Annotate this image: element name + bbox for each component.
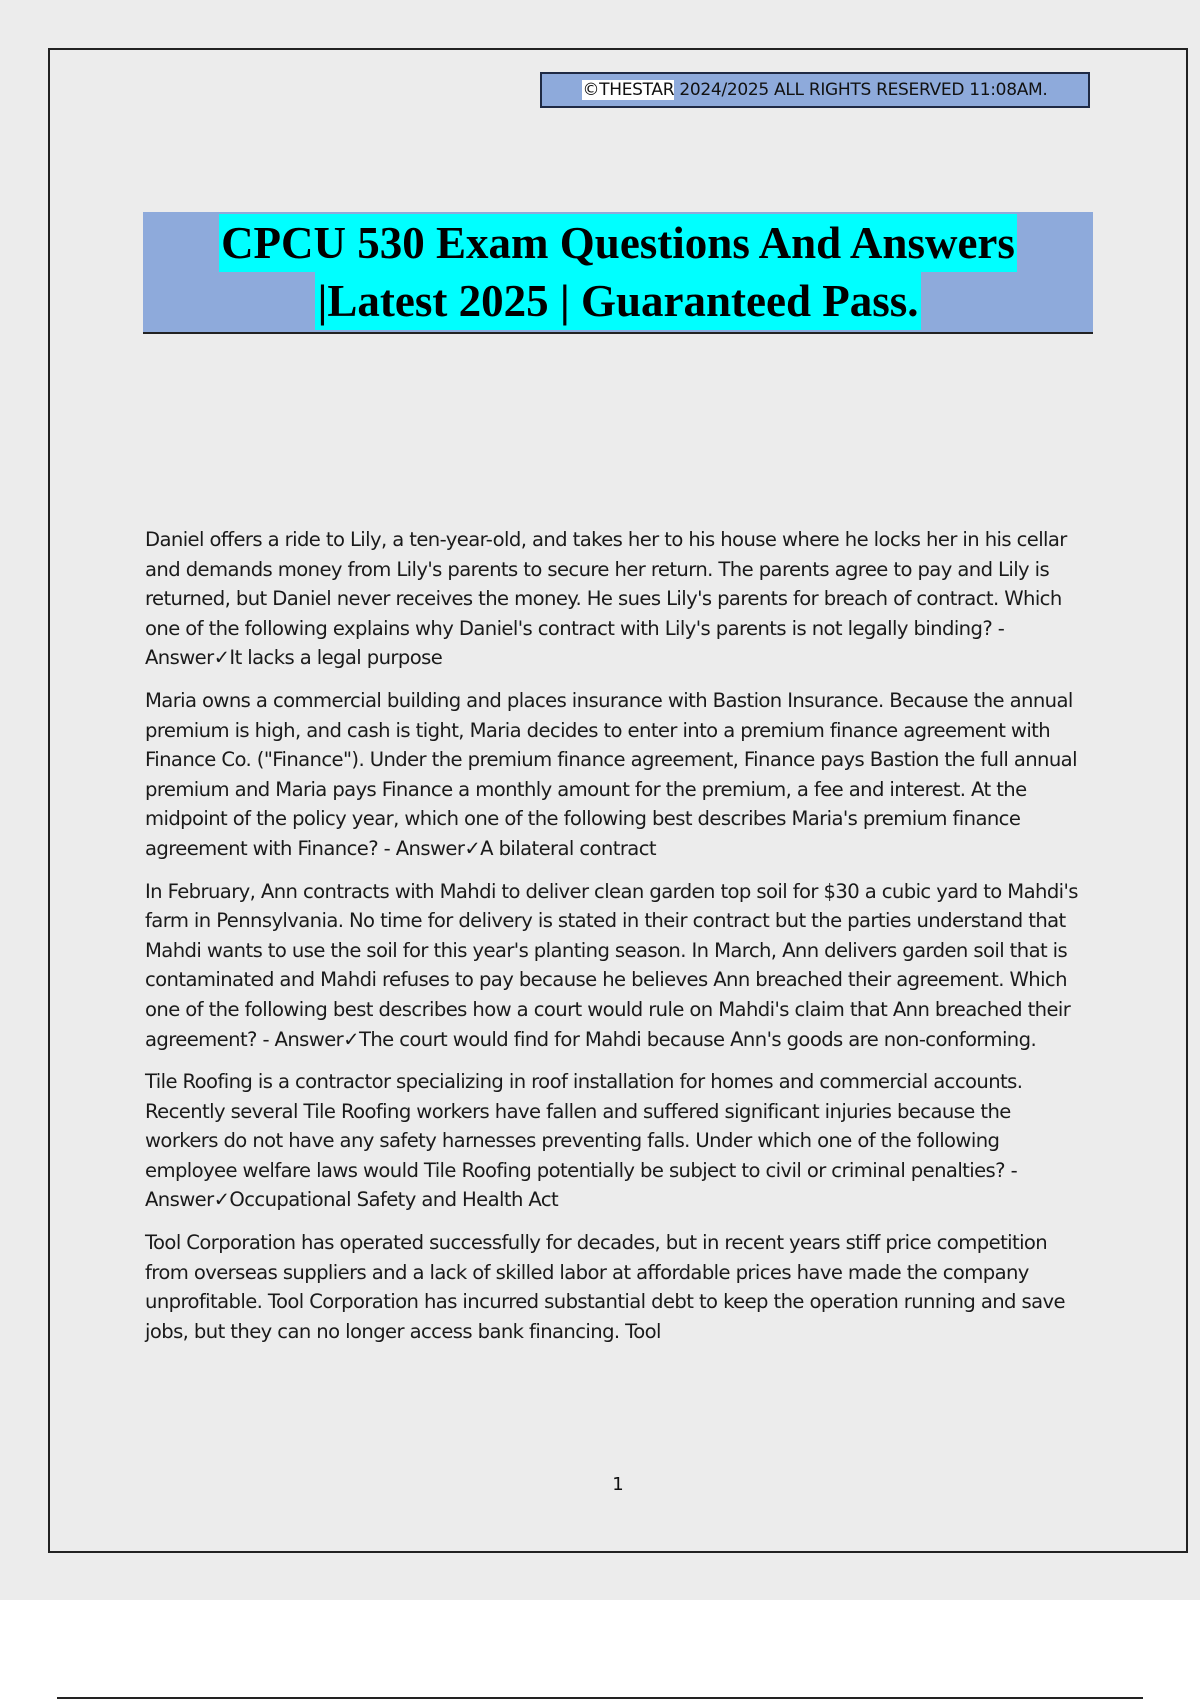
check-icon: ✓: [343, 1027, 359, 1051]
check-icon: ✓: [464, 836, 481, 860]
title-line-1: CPCU 530 Exam Questions And Answers: [219, 214, 1017, 272]
question-text: In February, Ann contracts with Mahdi to deliver clean garden top soil for $30 a cubic yard to Mahdi's farm in Pennsylvania. No time for delivery is stated in their contract but the parties understand that Mahdi wants to use the soil for this year's planting season. In March, Ann delivers garden soil that is contaminated and Mahdi refuses to pay because he believes Ann breached their agreement. Which one of the following best describes how a court would rule on Mahdi's claim that Ann breached their agreement? - Answer: [145, 879, 1078, 1051]
answer-text: The court would find for Mahdi because Ann's goods are non-conforming.: [358, 1027, 1037, 1051]
qa-item: [145, 525, 1080, 673]
copyright-header: [540, 72, 1090, 108]
qa-content: [145, 525, 1080, 1359]
qa-item: [145, 686, 1080, 864]
title-line-2: |Latest 2025 | Guaranteed Pass.: [315, 272, 920, 330]
answer-text: It lacks a legal purpose: [229, 646, 443, 670]
document-title: [143, 212, 1093, 334]
question-text: Maria owns a commercial building and places insurance with Bastion Insurance. Because the annual premium is high, and cash is tight, Maria decides to enter into a premium finance agreement with Finance Co. ("Finance"). Under the premium finance agreement, Finance pays Bastion the full annual premium and Maria pays Finance a monthly amount for the premium, a fee and interest. At the midpoint of the policy year, which one of the following best describes Maria's premium finance agreement with Finance? - Answer: [145, 688, 1077, 860]
copyright-brand: ©THESTAR: [582, 80, 675, 100]
copyright-text: 2024/2025 ALL RIGHTS RESERVED 11:08AM.: [674, 80, 1048, 100]
question-text: Daniel offers a ride to Lily, a ten-year-old, and takes her to his house where he locks her in his cellar and demands money from Lily's parents to secure her return. The parents agree to pay and Lily is returned, but Daniel never receives the money. He sues Lily's parents for breach of contract. Which one of the following explains why Daniel's contract with Lily's parents is not legally binding? - Answer: [145, 528, 1067, 670]
next-page-divider: [57, 1697, 1143, 1699]
question-text: Tile Roofing is a contractor specializing in roof installation for homes and commercial accounts. Recently several Tile Roofing workers have fallen and suffered significant injuries because the workers do not have any safety harnesses preventing falls. Under which one of the following employee welfare laws would Tile Roofing potentially be subject to civil or criminal penalties? - Answer: [145, 1070, 1023, 1212]
check-icon: ✓: [213, 1188, 230, 1212]
check-icon: ✓: [213, 646, 230, 670]
answer-text: Occupational Safety and Health Act: [229, 1188, 559, 1212]
page-number: 1: [612, 1474, 624, 1495]
answer-text: A bilateral contract: [480, 836, 656, 860]
question-text: Tool Corporation has operated successfully for decades, but in recent years stiff price competition from overseas suppliers and a lack of skilled labor at affordable prices have made the company unprofitable. Tool Corporation has incurred substantial debt to keep the operation running and save jobs, but they can no longer access bank financing. Tool: [145, 1231, 1065, 1343]
qa-item: [145, 1228, 1080, 1346]
qa-item: [145, 1067, 1080, 1215]
qa-item: [145, 877, 1080, 1055]
